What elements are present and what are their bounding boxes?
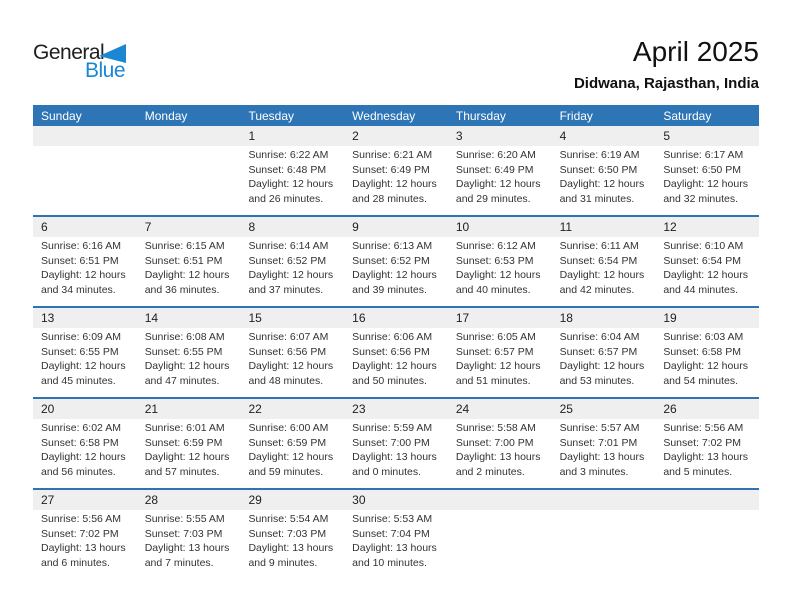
page-title: April 2025 — [632, 36, 759, 67]
date-number: 20 — [41, 402, 55, 416]
date-number: 18 — [559, 311, 573, 325]
day-detail-line: Sunrise: 5:53 AM — [352, 513, 433, 525]
day-details — [33, 510, 137, 579]
day-detail-line: Daylight: 13 hours — [41, 542, 126, 555]
day-detail-line: Sunrise: 5:58 AM — [455, 422, 536, 434]
empty-date-cell — [552, 490, 656, 510]
day-detail-line: Sunset: 6:57 PM — [559, 345, 638, 358]
date-number: 16 — [352, 311, 366, 325]
empty-day-cell — [137, 146, 241, 215]
day-details — [344, 146, 448, 215]
day-detail-line: Daylight: 13 hours — [559, 451, 645, 464]
day-detail-line: and 28 minutes. — [352, 192, 427, 205]
day-details — [33, 237, 137, 306]
day-detail-line: Daylight: 13 hours — [352, 542, 437, 555]
day-details-band — [33, 419, 759, 488]
logo-text-blue: Blue — [85, 59, 126, 82]
day-details-band — [33, 237, 759, 306]
day-detail-line: and 44 minutes. — [663, 283, 739, 296]
week-row — [33, 215, 759, 306]
date-number: 8 — [248, 220, 256, 234]
date-number: 24 — [455, 402, 470, 416]
day-detail-line: Daylight: 12 hours — [352, 360, 437, 373]
day-detail-line: Sunset: 7:00 PM — [455, 436, 534, 449]
date-number: 5 — [663, 129, 670, 143]
day-details — [344, 419, 448, 488]
day-detail-line: and 3 minutes. — [559, 465, 629, 478]
day-detail-line: Daylight: 12 hours — [455, 360, 541, 373]
day-detail-line: Daylight: 12 hours — [144, 451, 230, 464]
date-number: 3 — [455, 129, 463, 143]
day-details — [552, 237, 656, 306]
day-detail-line: Sunset: 6:59 PM — [248, 436, 327, 449]
date-number: 12 — [663, 220, 677, 234]
day-details — [240, 510, 344, 579]
day-details — [552, 146, 656, 215]
logo-text-general: General — [33, 41, 105, 64]
day-detail-line: Daylight: 12 hours — [663, 360, 748, 373]
day-detail-line: Daylight: 12 hours — [455, 269, 541, 282]
week-row — [33, 397, 759, 488]
day-detail-line: Sunrise: 6:19 AM — [559, 149, 640, 161]
day-details — [448, 419, 552, 488]
day-detail-line: Daylight: 12 hours — [559, 360, 645, 373]
day-detail-line: Sunrise: 6:03 AM — [663, 331, 744, 343]
weekday-label-monday: Monday — [144, 108, 188, 123]
date-number: 28 — [144, 493, 159, 507]
day-detail-line: Sunset: 6:56 PM — [248, 345, 327, 358]
day-detail-line: Sunset: 6:59 PM — [144, 436, 223, 449]
day-detail-line: Sunset: 6:52 PM — [352, 254, 430, 267]
day-detail-line: Sunset: 6:53 PM — [455, 254, 534, 267]
day-detail-line: Daylight: 12 hours — [144, 269, 230, 282]
day-details — [240, 328, 344, 397]
day-detail-line: Sunset: 7:01 PM — [559, 436, 638, 449]
day-detail-line: Sunrise: 6:04 AM — [559, 331, 640, 343]
empty-day-cell — [655, 510, 759, 579]
day-detail-line: Daylight: 12 hours — [248, 360, 334, 373]
week-row — [33, 306, 759, 397]
day-detail-line: Sunset: 7:03 PM — [144, 527, 223, 540]
day-details — [137, 510, 241, 579]
day-detail-line: Sunset: 6:51 PM — [144, 254, 223, 267]
date-number: 29 — [248, 493, 262, 507]
day-detail-line: and 54 minutes. — [663, 374, 739, 387]
weekday-label-thursday: Thursday — [455, 108, 506, 123]
weekday-label-friday: Friday — [559, 108, 593, 123]
day-detail-line: Sunrise: 6:16 AM — [41, 240, 121, 252]
date-number: 6 — [41, 220, 48, 234]
day-detail-line: Sunrise: 6:08 AM — [144, 331, 225, 343]
day-detail-line: Sunrise: 6:10 AM — [663, 240, 744, 252]
day-detail-line: Daylight: 13 hours — [248, 542, 334, 555]
day-detail-line: and 10 minutes. — [352, 556, 427, 569]
day-details — [655, 419, 759, 488]
day-detail-line: Sunrise: 6:02 AM — [41, 422, 121, 434]
day-details — [448, 146, 552, 215]
day-details — [137, 328, 241, 397]
day-details-band — [33, 510, 759, 579]
date-number: 19 — [663, 311, 677, 325]
empty-date-cell — [655, 490, 759, 510]
date-number: 2 — [352, 129, 359, 143]
day-detail-line: Sunrise: 6:07 AM — [248, 331, 329, 343]
day-detail-line: and 36 minutes. — [144, 283, 220, 296]
day-detail-line: Sunset: 6:57 PM — [455, 345, 534, 358]
day-detail-line: Daylight: 13 hours — [144, 542, 230, 555]
day-detail-line: and 50 minutes. — [352, 374, 427, 387]
day-detail-line: and 6 minutes. — [41, 556, 110, 569]
day-detail-line: and 29 minutes. — [455, 192, 531, 205]
day-detail-line: and 47 minutes. — [144, 374, 220, 387]
day-detail-line: Sunrise: 6:06 AM — [352, 331, 433, 343]
empty-date-cell — [137, 126, 241, 146]
day-detail-line: and 42 minutes. — [559, 283, 635, 296]
date-number-band — [33, 126, 759, 146]
day-detail-line: and 34 minutes. — [41, 283, 116, 296]
day-detail-line: and 53 minutes. — [559, 374, 635, 387]
day-details — [137, 237, 241, 306]
day-detail-line: Daylight: 12 hours — [559, 269, 645, 282]
day-detail-line: Sunset: 7:02 PM — [663, 436, 741, 449]
date-number: 1 — [248, 129, 256, 143]
day-details — [344, 328, 448, 397]
date-number: 10 — [455, 220, 470, 234]
weekday-header-row — [33, 105, 759, 126]
date-number: 15 — [248, 311, 262, 325]
day-details — [33, 328, 137, 397]
day-detail-line: Sunrise: 5:56 AM — [41, 513, 121, 525]
day-details — [344, 237, 448, 306]
date-number-band — [33, 217, 759, 237]
day-detail-line: Sunrise: 6:15 AM — [144, 240, 225, 252]
day-detail-line: Sunset: 6:55 PM — [41, 345, 119, 358]
day-details-band — [33, 328, 759, 397]
day-details — [655, 328, 759, 397]
general-blue-logo — [33, 41, 163, 87]
day-detail-line: Sunset: 6:58 PM — [41, 436, 119, 449]
day-detail-line: Sunrise: 6:13 AM — [352, 240, 433, 252]
day-details — [655, 146, 759, 215]
day-detail-line: Sunset: 6:56 PM — [352, 345, 430, 358]
day-details — [137, 419, 241, 488]
day-detail-line: Sunset: 6:49 PM — [455, 163, 534, 176]
date-number: 22 — [248, 402, 262, 416]
day-detail-line: Daylight: 12 hours — [455, 178, 541, 191]
day-detail-line: Sunset: 6:49 PM — [352, 163, 430, 176]
day-detail-line: Sunset: 7:04 PM — [352, 527, 430, 540]
weekday-label-saturday: Saturday — [663, 108, 712, 123]
day-detail-line: Sunset: 6:51 PM — [41, 254, 119, 267]
location-subtitle: Didwana, Rajasthan, India — [573, 75, 759, 92]
weekday-label-wednesday: Wednesday — [352, 108, 416, 123]
day-detail-line: Daylight: 12 hours — [663, 269, 748, 282]
day-detail-line: and 57 minutes. — [144, 465, 220, 478]
day-detail-line: Sunrise: 5:56 AM — [663, 422, 744, 434]
date-number-band — [33, 490, 759, 510]
date-number: 9 — [352, 220, 359, 234]
date-number: 21 — [144, 402, 159, 416]
day-detail-line: and 56 minutes. — [41, 465, 116, 478]
day-detail-line: Daylight: 12 hours — [559, 178, 645, 191]
date-number: 13 — [41, 311, 55, 325]
date-number: 26 — [663, 402, 677, 416]
day-detail-line: Daylight: 13 hours — [455, 451, 541, 464]
day-detail-line: and 26 minutes. — [248, 192, 324, 205]
day-detail-line: and 31 minutes. — [559, 192, 635, 205]
day-detail-line: and 45 minutes. — [41, 374, 116, 387]
date-number: 14 — [144, 311, 159, 325]
date-number: 4 — [559, 129, 567, 143]
day-details — [240, 146, 344, 215]
day-detail-line: Sunset: 6:52 PM — [248, 254, 327, 267]
day-detail-line: and 9 minutes. — [248, 556, 318, 569]
calendar-table — [33, 105, 759, 579]
day-details — [552, 328, 656, 397]
empty-day-cell — [448, 510, 552, 579]
day-detail-line: and 48 minutes. — [248, 374, 324, 387]
day-detail-line: Sunrise: 5:54 AM — [248, 513, 329, 525]
day-details-band — [33, 146, 759, 215]
day-detail-line: and 51 minutes. — [455, 374, 531, 387]
day-detail-line: Sunset: 6:50 PM — [559, 163, 638, 176]
date-number: 11 — [559, 220, 573, 234]
day-detail-line: Sunrise: 6:20 AM — [455, 149, 536, 161]
day-detail-line: and 32 minutes. — [663, 192, 739, 205]
day-details — [240, 419, 344, 488]
day-detail-line: Sunrise: 6:21 AM — [352, 149, 433, 161]
date-number: 27 — [41, 493, 55, 507]
date-number: 30 — [352, 493, 366, 507]
weekday-label-sunday: Sunday — [41, 108, 82, 123]
day-detail-line: Daylight: 12 hours — [248, 178, 334, 191]
empty-day-cell — [33, 146, 137, 215]
day-detail-line: and 2 minutes. — [455, 465, 525, 478]
day-detail-line: Sunset: 6:54 PM — [663, 254, 741, 267]
date-number: 7 — [144, 220, 152, 234]
day-details — [448, 328, 552, 397]
day-detail-line: Sunrise: 5:55 AM — [144, 513, 225, 525]
day-detail-line: and 5 minutes. — [663, 465, 733, 478]
day-detail-line: Sunset: 6:55 PM — [144, 345, 223, 358]
week-row — [33, 126, 759, 215]
day-detail-line: Sunset: 6:50 PM — [663, 163, 741, 176]
day-detail-line: and 37 minutes. — [248, 283, 324, 296]
day-detail-line: Sunrise: 6:09 AM — [41, 331, 121, 343]
date-number: 23 — [352, 402, 366, 416]
day-details — [33, 419, 137, 488]
day-detail-line: Sunrise: 6:05 AM — [455, 331, 536, 343]
day-detail-line: Sunrise: 6:17 AM — [663, 149, 744, 161]
day-detail-line: Sunrise: 6:22 AM — [248, 149, 329, 161]
day-detail-line: and 59 minutes. — [248, 465, 324, 478]
empty-day-cell — [552, 510, 656, 579]
day-detail-line: Sunrise: 5:59 AM — [352, 422, 433, 434]
day-detail-line: and 0 minutes. — [352, 465, 422, 478]
day-detail-line: Sunrise: 5:57 AM — [559, 422, 640, 434]
day-details — [552, 419, 656, 488]
day-detail-line: Daylight: 12 hours — [41, 451, 126, 464]
day-detail-line: Sunset: 7:00 PM — [352, 436, 430, 449]
day-detail-line: Daylight: 13 hours — [663, 451, 748, 464]
day-detail-line: and 39 minutes. — [352, 283, 427, 296]
day-details — [448, 237, 552, 306]
calendar-grid — [33, 126, 759, 579]
date-number: 17 — [455, 311, 470, 325]
day-detail-line: Sunset: 7:02 PM — [41, 527, 119, 540]
day-details — [655, 237, 759, 306]
day-detail-line: Sunrise: 6:11 AM — [559, 240, 639, 252]
day-detail-line: Daylight: 12 hours — [144, 360, 230, 373]
day-detail-line: Sunrise: 6:01 AM — [144, 422, 225, 434]
day-detail-line: Sunrise: 6:00 AM — [248, 422, 329, 434]
day-detail-line: Daylight: 13 hours — [352, 451, 437, 464]
day-detail-line: Sunset: 6:54 PM — [559, 254, 638, 267]
week-row — [33, 488, 759, 579]
date-number: 25 — [559, 402, 573, 416]
day-detail-line: Daylight: 12 hours — [352, 269, 437, 282]
day-detail-line: and 40 minutes. — [455, 283, 531, 296]
date-number-band — [33, 399, 759, 419]
day-detail-line: Sunset: 6:48 PM — [248, 163, 327, 176]
day-detail-line: and 7 minutes. — [144, 556, 214, 569]
day-detail-line: Daylight: 12 hours — [41, 360, 126, 373]
day-details — [344, 510, 448, 579]
day-detail-line: Sunset: 7:03 PM — [248, 527, 327, 540]
day-detail-line: Sunrise: 6:14 AM — [248, 240, 329, 252]
day-detail-line: Daylight: 12 hours — [248, 269, 334, 282]
weekday-label-tuesday: Tuesday — [248, 108, 295, 123]
day-detail-line: Daylight: 12 hours — [352, 178, 437, 191]
day-details — [240, 237, 344, 306]
date-number-band — [33, 308, 759, 328]
day-detail-line: Sunset: 6:58 PM — [663, 345, 741, 358]
empty-date-cell — [33, 126, 137, 146]
empty-date-cell — [448, 490, 552, 510]
day-detail-line: Sunrise: 6:12 AM — [455, 240, 536, 252]
day-detail-line: Daylight: 12 hours — [663, 178, 748, 191]
day-detail-line: Daylight: 12 hours — [41, 269, 126, 282]
day-detail-line: Daylight: 12 hours — [248, 451, 334, 464]
